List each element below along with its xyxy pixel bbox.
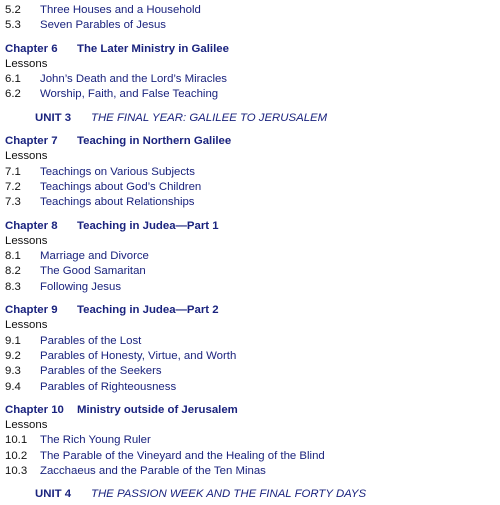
lesson-number: 6.2: [5, 88, 21, 101]
chapter-title: The Later Ministry in Galilee: [77, 42, 229, 55]
lesson-number: 9.4: [5, 380, 21, 393]
chapter-heading: [5, 303, 495, 318]
unit-heading: [5, 111, 495, 126]
chapter-number: Chapter 9: [5, 304, 58, 317]
lesson-number: 5.2: [5, 4, 21, 16]
chapter-title: Teaching in Northern Galilee: [77, 135, 232, 148]
lesson-row: [5, 364, 495, 379]
lesson-title: Three Houses and a Household: [40, 4, 201, 16]
lesson-row: [5, 449, 495, 464]
chapter-number: Chapter 8: [5, 219, 58, 232]
unit-title: THE FINAL YEAR: GALILEE TO JERUSALEM: [91, 111, 328, 124]
lesson-number: 10.3: [5, 465, 28, 478]
lesson-row: [5, 3, 495, 18]
lesson-number: 6.1: [5, 73, 21, 86]
lesson-number: 7.1: [5, 165, 21, 178]
lesson-number: 7.3: [5, 196, 21, 209]
lessons-label: Lessons: [5, 234, 48, 247]
lesson-title: Parables of the Seekers: [40, 365, 162, 378]
unit-heading: [5, 487, 495, 502]
unit-number: UNIT 4: [35, 488, 72, 501]
lesson-title: Teachings on Various Subjects: [40, 165, 195, 178]
lessons-label: Lessons: [5, 150, 48, 163]
lesson-title: Teachings about Relationships: [40, 196, 195, 209]
lesson-number: 7.2: [5, 180, 21, 193]
chapter-number: Chapter 10: [5, 403, 64, 416]
lesson-title: Parables of Honesty, Virtue, and Worth: [40, 349, 237, 362]
lesson-title: Zacchaeus and the Parable of the Ten Minas: [40, 465, 266, 478]
lesson-number: 9.2: [5, 349, 21, 362]
lesson-title: Worship, Faith, and False Teaching: [40, 88, 219, 101]
lesson-row: [5, 334, 495, 349]
lesson-title: The Good Samaritan: [40, 265, 146, 278]
lesson-title: Parables of the Lost: [40, 334, 142, 347]
lesson-row: [5, 464, 495, 479]
lesson-number: 5.3: [5, 19, 21, 32]
chapter-heading: [5, 42, 495, 57]
lesson-number: 10.2: [5, 449, 28, 462]
lesson-number: 9.3: [5, 365, 21, 378]
unit-title: THE PASSION WEEK AND THE FINAL FORTY DAYS: [91, 488, 367, 501]
lesson-row: [5, 72, 495, 87]
chapter-heading: [5, 219, 495, 234]
lesson-title: Marriage and Divorce: [40, 250, 149, 263]
chapter-title: Ministry outside of Jerusalem: [77, 403, 238, 416]
lessons-label: Lessons: [5, 419, 48, 432]
chapter-heading: [5, 403, 495, 418]
chapter-number: Chapter 7: [5, 135, 58, 148]
lesson-title: The Parable of the Vineyard and the Healing of the Blind: [40, 449, 325, 462]
lesson-title: Parables of Righteousness: [40, 380, 177, 393]
chapter-heading: [5, 134, 495, 149]
lesson-title: John’s Death and the Lord’s Miracles: [40, 73, 227, 86]
lessons-label: Lessons: [5, 319, 48, 332]
lesson-row: [5, 249, 495, 264]
chapter-title: Teaching in Judea—Part 1: [77, 219, 219, 232]
lesson-row: [5, 87, 495, 102]
lesson-number: 8.3: [5, 280, 21, 293]
lesson-number: 9.1: [5, 334, 21, 347]
lesson-number: 8.2: [5, 265, 21, 278]
lesson-row: [5, 165, 495, 180]
chapter-title: Teaching in Judea—Part 2: [77, 304, 219, 317]
lesson-title: Seven Parables of Jesus: [40, 19, 167, 32]
lesson-row: [5, 18, 495, 33]
unit-number: UNIT 3: [35, 111, 72, 124]
lesson-number: 8.1: [5, 250, 21, 263]
lesson-number: 10.1: [5, 434, 28, 447]
lesson-row: [5, 433, 495, 448]
lesson-title: Following Jesus: [40, 280, 122, 293]
lesson-title: The Rich Young Ruler: [40, 434, 151, 447]
lesson-row: [5, 264, 495, 279]
lesson-row: [5, 180, 495, 195]
lesson-title: Teachings about God’s Children: [40, 180, 202, 193]
lesson-row: [5, 195, 495, 210]
lesson-row: [5, 380, 495, 395]
lessons-label: Lessons: [5, 57, 48, 70]
table-of-contents: [5, 3, 495, 505]
lesson-row: [5, 280, 495, 295]
chapter-number: Chapter 6: [5, 42, 58, 55]
lesson-row: [5, 349, 495, 364]
